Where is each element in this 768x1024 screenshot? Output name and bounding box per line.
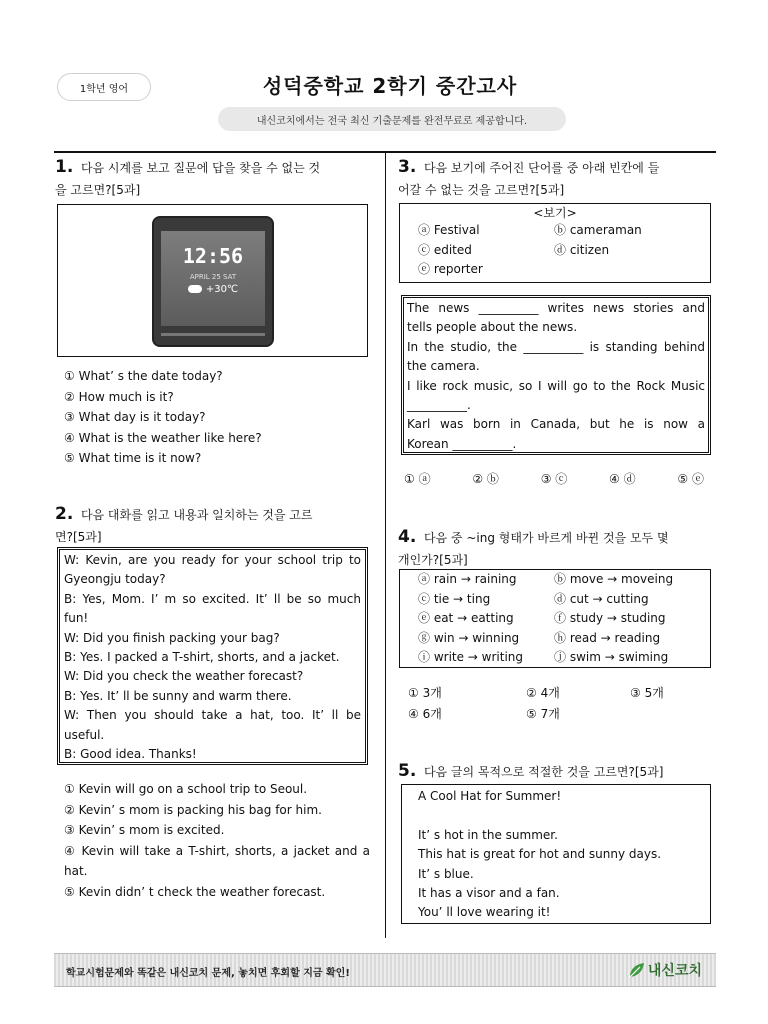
leaf-logo-icon (628, 961, 646, 979)
cloud-icon (188, 285, 202, 293)
passage-line: I like rock music, so I will go to the Rock Music (407, 378, 705, 393)
exam-title: 성덕중학교 2학기 중간고사 (262, 74, 518, 98)
ing-item: ⓓ cut → cutting (554, 591, 649, 606)
footer-text: 학교시험문제와 똑같은 내신코치 문제, 놓치면 후회할 지금 확인! (66, 968, 350, 979)
question-text: 다음 시계를 보고 질문에 답을 찾을 수 없는 것 (80, 161, 321, 175)
dialogue-line: B: Good idea. Thanks! (64, 747, 197, 762)
phone-weather (161, 284, 265, 295)
dialogue-line: fun! (64, 611, 89, 626)
question-text: 어갈 수 없는 것을 고르면?[5과] (398, 183, 565, 197)
question-text: 다음 대화를 읽고 내용과 일치하는 것을 고르 (80, 508, 313, 522)
question-1-prompt (55, 156, 370, 201)
answer-option[interactable]: ① 3개 (408, 686, 442, 700)
passage-line: This hat is great for hot and sunny days. (418, 847, 662, 862)
answer-option[interactable]: ⑤ ⓔ (677, 472, 704, 486)
answer-option[interactable]: ③ 5개 (630, 686, 664, 700)
answer-option[interactable]: ⑤ 7개 (526, 707, 560, 721)
question-text: 개인가?[5과] (398, 553, 468, 567)
phone-screen (161, 231, 265, 326)
brand-logo-text: 내신코치 (647, 963, 702, 979)
ing-item: ⓑ move → moveing (554, 572, 674, 586)
ing-item: ⓕ study → studing (554, 611, 666, 625)
bogi-box (399, 203, 711, 283)
passage-line: It has a visor and a fan. (418, 886, 560, 901)
dialogue-line: W: Then you should take a hat, too. It’ ll be (64, 708, 361, 723)
question-number: 4. (398, 527, 417, 547)
ing-item: ⓙ swim → swiming (554, 650, 669, 664)
passage-line: It’ s hot in the summer. (418, 827, 558, 842)
grade-badge: 1학년 영어 (57, 73, 151, 101)
footer-banner[interactable] (54, 953, 716, 987)
question-5-prompt (398, 760, 714, 783)
question-4-options (408, 683, 664, 725)
dialogue-line: W: Did you check the weather forecast? (64, 669, 304, 684)
question-text: 을 고르면?[5과] (55, 183, 141, 197)
question-number: 5. (398, 761, 417, 781)
question-text: 면?[5과] (55, 530, 102, 544)
question-3-prompt (398, 156, 714, 201)
bogi-item: ⓓ citizen (554, 242, 610, 257)
ing-item: ⓖ win → winning (418, 630, 520, 645)
answer-option[interactable]: ④ ⓓ (609, 472, 636, 486)
answer-option[interactable]: ⑤ What time is it now? (64, 451, 202, 466)
question-text: 다음 중 ~ing 형태가 바르게 바뀐 것을 모두 몇 (423, 531, 669, 545)
answer-option[interactable]: ② 4개 (526, 686, 560, 700)
ing-form-box (399, 569, 711, 668)
question-text: 다음 보기에 주어진 단어를 중 아래 빈칸에 들 (423, 161, 660, 175)
smartphone-image-frame (57, 204, 368, 357)
passage-line: A Cool Hat for Summer! (418, 789, 562, 803)
phone-clock: 12:56 (182, 244, 244, 268)
phone-nav-bar (161, 333, 265, 336)
answer-option[interactable]: ③ Kevin’ s mom is excited. (64, 823, 225, 838)
answer-option[interactable]: ③ What day is it today? (64, 410, 206, 425)
ing-item: ⓔ eat → eatting (418, 611, 514, 625)
smartphone-image (152, 216, 274, 347)
ing-item: ⓒ tie → ting (418, 591, 491, 606)
passage-line: The news __________ writes news stories and (407, 301, 705, 315)
passage-line (418, 806, 710, 825)
dialogue-box (57, 547, 368, 765)
question-2-options (64, 779, 370, 903)
answer-option[interactable]: ④ 6개 (408, 707, 442, 721)
bogi-item: ⓔ reporter (418, 262, 483, 276)
bogi-item: ⓒ edited (418, 242, 472, 257)
ad-passage-box (401, 784, 711, 924)
bogi-title: <보기> (533, 206, 577, 220)
phone-temperature: +30℃ (205, 284, 239, 295)
answer-option[interactable]: ④ What is the weather like here? (64, 430, 262, 445)
passage-line: tells people about the news. (407, 320, 578, 335)
passage-line: It’ s blue. (418, 866, 474, 881)
answer-option[interactable]: ② ⓑ (472, 472, 499, 486)
dialogue-line: B: Yes, Mom. I’ m so excited. It’ ll be so much (64, 591, 361, 606)
question-4-prompt (398, 526, 714, 571)
answer-option[interactable]: ⑤ Kevin didn’ t check the weather forecast. (64, 884, 326, 899)
passage-line: You’ ll love wearing it! (418, 905, 551, 920)
dialogue-line: B: Yes. I packed a T-shirt, shorts, and a jacket. (64, 650, 340, 665)
ing-item: ⓘ write → writing (418, 650, 524, 664)
question-number: 2. (55, 504, 74, 524)
dialogue-line: useful. (64, 727, 105, 742)
answer-option[interactable]: ② How much is it? (64, 389, 174, 404)
passage-line: In the studio, the __________ is standing behind (407, 339, 705, 354)
question-2-prompt (55, 503, 370, 548)
passage-box (401, 295, 711, 455)
answer-option[interactable]: hat. (64, 864, 88, 879)
passage-line: Korean __________. (407, 436, 517, 451)
bogi-item: ⓑ cameraman (554, 223, 642, 237)
ing-item: ⓐ rain → raining (418, 572, 517, 586)
passage-line: the camera. (407, 359, 480, 374)
answer-option[interactable]: ② Kevin’ s mom is packing his bag for him. (64, 802, 322, 817)
question-number: 1. (55, 157, 74, 177)
dialogue-line: W: Kevin, are you ready for your school trip to (64, 553, 361, 567)
column-divider (385, 153, 386, 938)
answer-option[interactable]: ① Kevin will go on a school trip to Seoul. (64, 782, 308, 796)
passage-line: __________. (407, 398, 471, 413)
phone-date: APRIL 25 SAT (189, 273, 237, 281)
dialogue-line: W: Did you finish packing your bag? (64, 630, 280, 645)
bogi-item: ⓐ Festival (418, 223, 480, 237)
answer-option[interactable]: ① What’ s the date today? (64, 369, 223, 383)
brand-logo (628, 960, 702, 980)
subtitle-banner: 내신코치에서는 전국 최신 기출문제를 완전무료로 제공합니다. (218, 107, 566, 131)
ing-item: ⓗ read → reading (554, 630, 661, 645)
dialogue-line: Gyeongju today? (64, 572, 166, 587)
answer-option[interactable]: ① ⓐ (404, 472, 431, 486)
question-3-options (404, 470, 704, 487)
answer-option[interactable]: ④ Kevin will take a T-shirt, shorts, a jacket and a (64, 843, 370, 858)
dialogue-line: B: Yes. It’ ll be sunny and warm there. (64, 688, 292, 703)
answer-option[interactable]: ③ ⓒ (540, 472, 568, 486)
passage-line: Karl was born in Canada, but he is now a (407, 417, 705, 432)
question-1-options (64, 366, 262, 469)
question-number: 3. (398, 157, 417, 177)
question-text: 다음 글의 목적으로 적절한 것을 고르면?[5과] (423, 765, 664, 779)
